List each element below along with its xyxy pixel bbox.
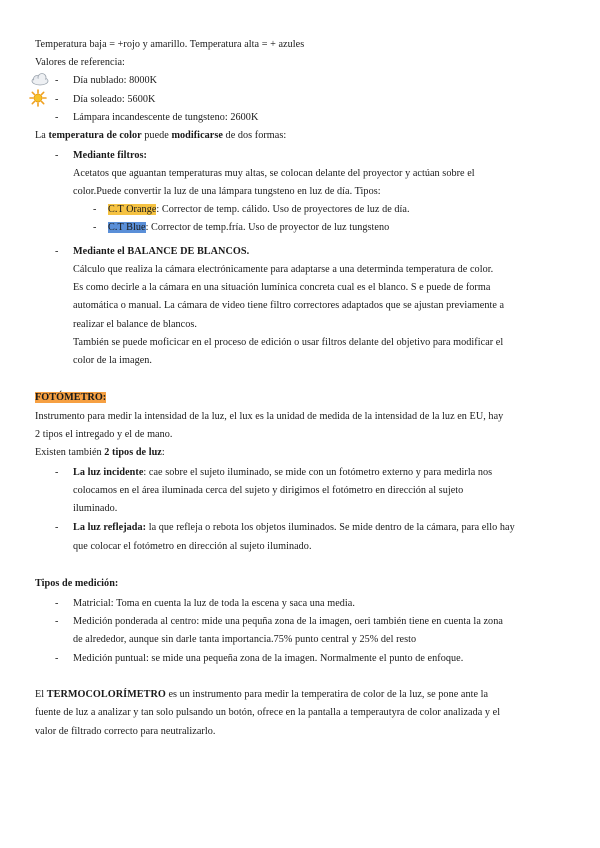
- filtros-dash: -: [55, 150, 59, 161]
- ref-title: Valores de referencia:: [35, 57, 125, 68]
- medicion-puntual: Medición puntual: se mide una pequeña zona de la imagen. Normalmente el punto de enfoque.: [73, 653, 464, 664]
- fotometro-title: FOTÓMETRO:: [35, 392, 107, 403]
- medicion-title: Tipos de medición:: [35, 578, 119, 589]
- incidente-line-3: iluminado.: [73, 503, 118, 514]
- reflejada-line-2: que colocar el fotómetro en dirección al sujeto iluminado.: [73, 541, 312, 552]
- medicion-ponderada-2: de alrededor, aunque sin darle tanta importancia.75% punto central y 25% del resto: [73, 634, 417, 645]
- medicion-dash-2: -: [55, 616, 59, 627]
- tipos-luz-line: Existen también 2 tipos de luz:: [35, 447, 165, 458]
- balance-line-2: Es como decirle a la cámara en una situación lumínica concreta cual es el blanco. S e puede de forma: [73, 282, 491, 293]
- termo-line-3: valor de filtrado correcto para neutralizarlo.: [35, 726, 216, 737]
- cloud-icon: [30, 72, 50, 86]
- ref-item-sunny: Día soleado: 5600K: [73, 94, 156, 105]
- filtros-title: Mediante filtros:: [73, 150, 147, 161]
- incidente-line-1: La luz incidente: cae sobre el sujeto iluminado, se mide con un fotómetro externo y para medirla nos: [73, 467, 493, 478]
- medicion-dash-3: -: [55, 653, 59, 664]
- ct-blue-label: C.T Blue: [108, 222, 146, 233]
- incidente-line-2: colocamos en el área iluminada cerca del sujeto y dirigimos el fotómetro en dirección al sujeto: [73, 485, 464, 496]
- medicion-dash-1: -: [55, 598, 59, 609]
- filtros-p2: color.Puede convertir la luz de una lámpara tungsteno en luz de día. Tipos:: [73, 186, 381, 197]
- incidente-dash: -: [55, 467, 59, 478]
- reflejada-line-1: La luz reflejada: la que refleja o rebota los objetos iluminados. Se mide dentro de la cámara, para ello hay: [73, 522, 515, 533]
- medicion-ponderada-1: Medición ponderada al centro: mide una pequña zona de la imagen, oeri también tiene en cuenta la zona: [73, 616, 503, 627]
- ref-dash-2: -: [55, 94, 59, 105]
- reflejada-dash: -: [55, 522, 59, 533]
- ref-item-cloudy: Día nublado: 8000K: [73, 75, 158, 86]
- balance-line-1: Cálculo que realiza la cámara electrónicamente para adaptarse a una determinda temperatura de color.: [73, 264, 494, 275]
- balance-line-5: También se puede moficicar en el proceso de edición o usar filtros delante del objetivo para modificar el: [73, 337, 504, 348]
- orange-dash: -: [93, 204, 97, 215]
- sun-icon: [29, 89, 47, 107]
- balance-line-4: realizar el balance de blancos.: [73, 319, 198, 330]
- termo-line-1: El TERMOCOLORÍMETRO es un instrumento para medir la temperatira de color de la luz, se pone ante la: [35, 689, 489, 700]
- balance-dash: -: [55, 246, 59, 257]
- ct-blue-line: C.T Blue: Corrector de temp.fría. Uso de proyector de luz tungsteno: [108, 222, 390, 233]
- ct-orange-label: C.T Orange: [108, 204, 157, 215]
- ct-orange-line: C.T Orange: Corrector de temp. cálido. Uso de proyectores de luz de día.: [108, 204, 410, 215]
- filtros-p1: Acetatos que aguantan temperaturas muy altas, se colocan delante del proyector y actúan sobre el: [73, 168, 475, 179]
- ref-dash-3: -: [55, 112, 59, 123]
- balance-line-3: automática o manual. La cámara de video tiene filtro correctores adaptados que se ajustan previamente a: [73, 300, 505, 311]
- termo-line-2: fuente de luz a analizar y tan solo pulsando un botón, ofrece en la pantalla a temperautyra de color analizada y el: [35, 707, 501, 718]
- fotometro-line-2: 2 tipos el intregado y el de mano.: [35, 429, 173, 440]
- blue-dash: -: [93, 222, 97, 233]
- balance-title: Mediante el BALANCE DE BLANCOS.: [73, 246, 250, 257]
- fotometro-line-1: Instrumento para medir la intensidad de la luz, el lux es la unidad de medida de la intensidad de la luz en EU, hay: [35, 411, 504, 422]
- temp-line: Temperatura baja = +rojo y amarillo. Temperatura alta = + azules: [35, 39, 305, 50]
- medicion-matricial: Matricial: Toma en cuenta la luz de toda la escena y saca una media.: [73, 598, 355, 609]
- ref-dash-1: -: [55, 75, 59, 86]
- balance-line-6: color de la imagen.: [73, 355, 153, 366]
- intro-line: La temperatura de color puede modificarse de dos formas:: [35, 130, 287, 141]
- ref-item-tungsten: Lámpara incandescente de tungsteno: 2600K: [73, 112, 259, 123]
